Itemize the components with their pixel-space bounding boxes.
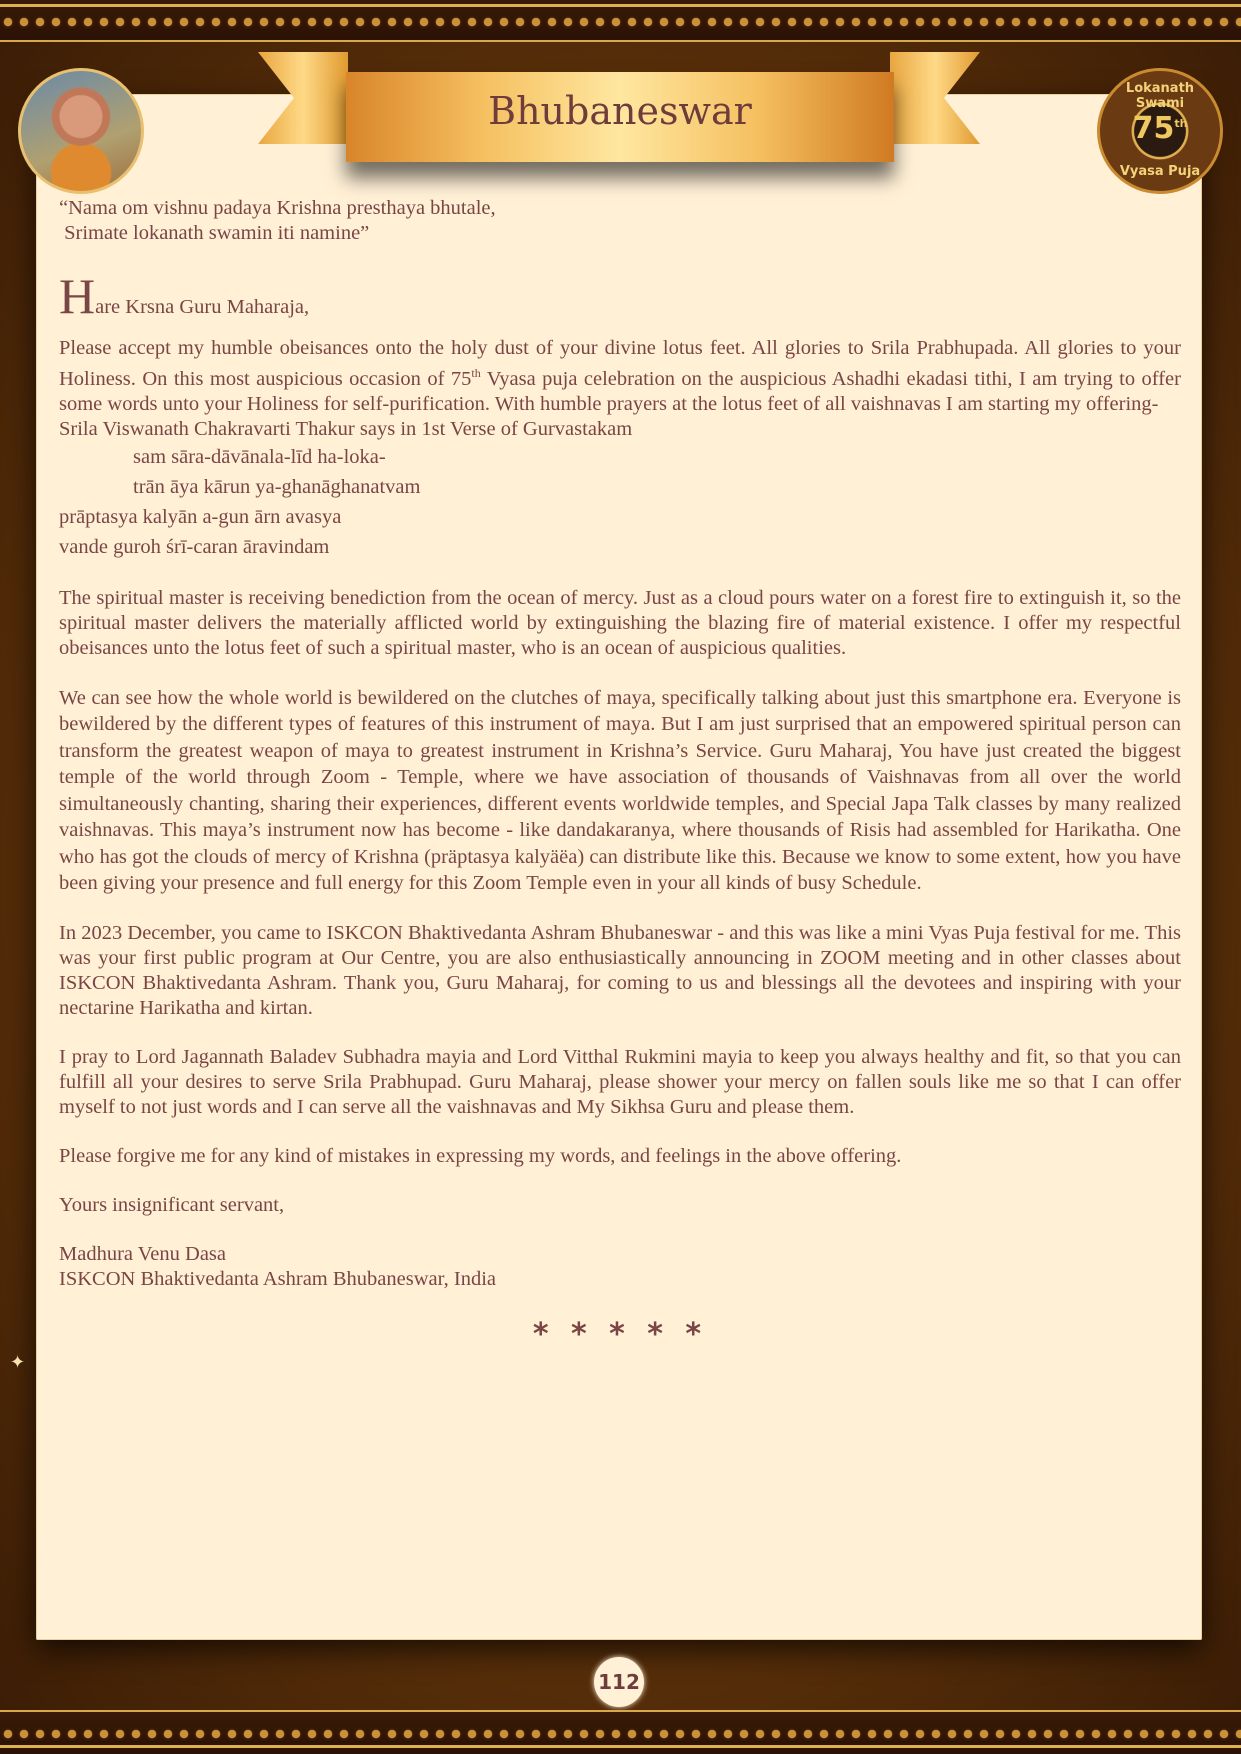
salutation: Hare Krsna Guru Maharaja, — [59, 268, 310, 324]
offering-body — [59, 196, 1181, 1352]
verse-line: sam sāra-dāvānala-līd ha-loka- — [133, 445, 386, 468]
verse — [59, 442, 1181, 562]
page-title: Bhubaneswar — [488, 89, 752, 133]
paragraph: In 2023 December, you came to ISKCON Bhaktivedanta Ashram Bhubaneswar - and this was like a mini Vyas Puja festival for me. This was your first public program at Our Centre, you are also enthusiastically announcing in ZOOM meeting and in other classes about ISKCON Bhaktivedanta Ashram. Thank you, Guru Maharaj, for coming to us and blessings all the devotees and inspiring with your nectarine Harikatha and kirtan. — [59, 921, 1181, 1019]
verse-line: prāptasya kalyān a-gun ārn avasya — [59, 505, 342, 528]
dropcap: H — [59, 268, 96, 324]
paragraph-intro: Please accept my humble obeisances onto the holy dust of your divine lotus feet. All glories to Srila Prabhupada. All glories to your Holiness. On this most auspicious occasion of 75th Vyasa puja celebration on the auspicious Ashadhi ekadasi tithi, I am trying to offer some words unto your Holiness for self-purification. With humble prayers at the lotus feet of all vaishnavas I am starting my offering- — [59, 337, 1181, 415]
paragraph: We can see how the whole world is bewildered on the clutches of maya, specifically talking about just this smartphone era. Everyone is bewildered by the different types of features of this instrument of maya. But I am just surprised that an empowered spiritual person can transform the greatest weapon of maya to greatest instrument in Krishna’s Service. Guru Maharaj, You have just created the biggest temple of the world through Zoom - Temple, where we have association of thousands of Vaishnavas from all over the world simultaneously chanting, sharing their experiences, different events worldwide temples, and Special Japa Talk classes by many realized vaishnavas. This maya’s instrument now has become - like dandakaranya, where thousands of Risis had assembled for Harikatha. One who has got the clouds of mercy of Krishna (präptasya kalyäëa) can distribute like this. Because we know to some extent, how you have been giving your presence and full energy for this Zoom Temple even in your all kinds of busy Schedule. — [59, 686, 1181, 895]
bottom-ornamental-border — [0, 1710, 1241, 1754]
top-ornamental-border — [0, 0, 1241, 42]
sparkle-icon: ✦ — [10, 1352, 26, 1372]
paragraph: The spiritual master is receiving benediction from the ocean of mercy. Just as a cloud pours water on a forest fire to extinguish it, so the spiritual master delivers the materially afflicted world by extinguishing the blazing fire of material existence. I offer my respectful obeisances unto the lotus feet of such a spiritual master, who is an ocean of auspicious qualities. — [59, 586, 1181, 659]
invocation — [59, 196, 1181, 246]
page-number: 112 — [594, 1657, 644, 1707]
verse-line: vande guroh śrī-caran āravindam — [59, 535, 330, 558]
badge-number: 75th — [1132, 111, 1188, 146]
badge-bottom-text: Vyasa Puja — [1119, 164, 1201, 179]
guru-portrait — [18, 68, 144, 194]
signature-name: Madhura Venu Dasa — [59, 1242, 226, 1265]
invocation-line: Srimate lokanath swamin iti namine” — [59, 222, 370, 244]
signature-place: ISKCON Bhaktivedanta Ashram Bhubaneswar, India — [59, 1267, 496, 1290]
vyasa-puja-75-badge — [1097, 68, 1223, 194]
invocation-line: “Nama om vishnu padaya Krishna presthaya bhutale, — [59, 197, 496, 219]
closing: Yours insignificant servant, — [59, 1193, 285, 1216]
title-ribbon — [346, 72, 894, 162]
verse-intro: Srila Viswanath Chakravarti Thakur says in 1st Verse of Gurvastakam — [59, 417, 633, 440]
badge-top-text: Lokanath Swami — [1125, 81, 1195, 111]
separator-stars: * * * * * — [532, 1316, 708, 1352]
paragraph: I pray to Lord Jagannath Baladev Subhadra mayia and Lord Vitthal Rukmini mayia to keep you always healthy and fit, so that you can fulfill all your desires to serve Srila Prabhupad. Guru Maharaj, please shower your mercy on fallen souls like me so that I can offer myself to not just words and I can serve all the vaishnavas and My Sikhsa Guru and please them. — [59, 1045, 1181, 1118]
paragraph: Please forgive me for any kind of mistakes in expressing my words, and feelings in the above offering. — [59, 1144, 902, 1167]
verse-line: trān āya kārun ya-ghanāghanatvam — [133, 475, 421, 498]
